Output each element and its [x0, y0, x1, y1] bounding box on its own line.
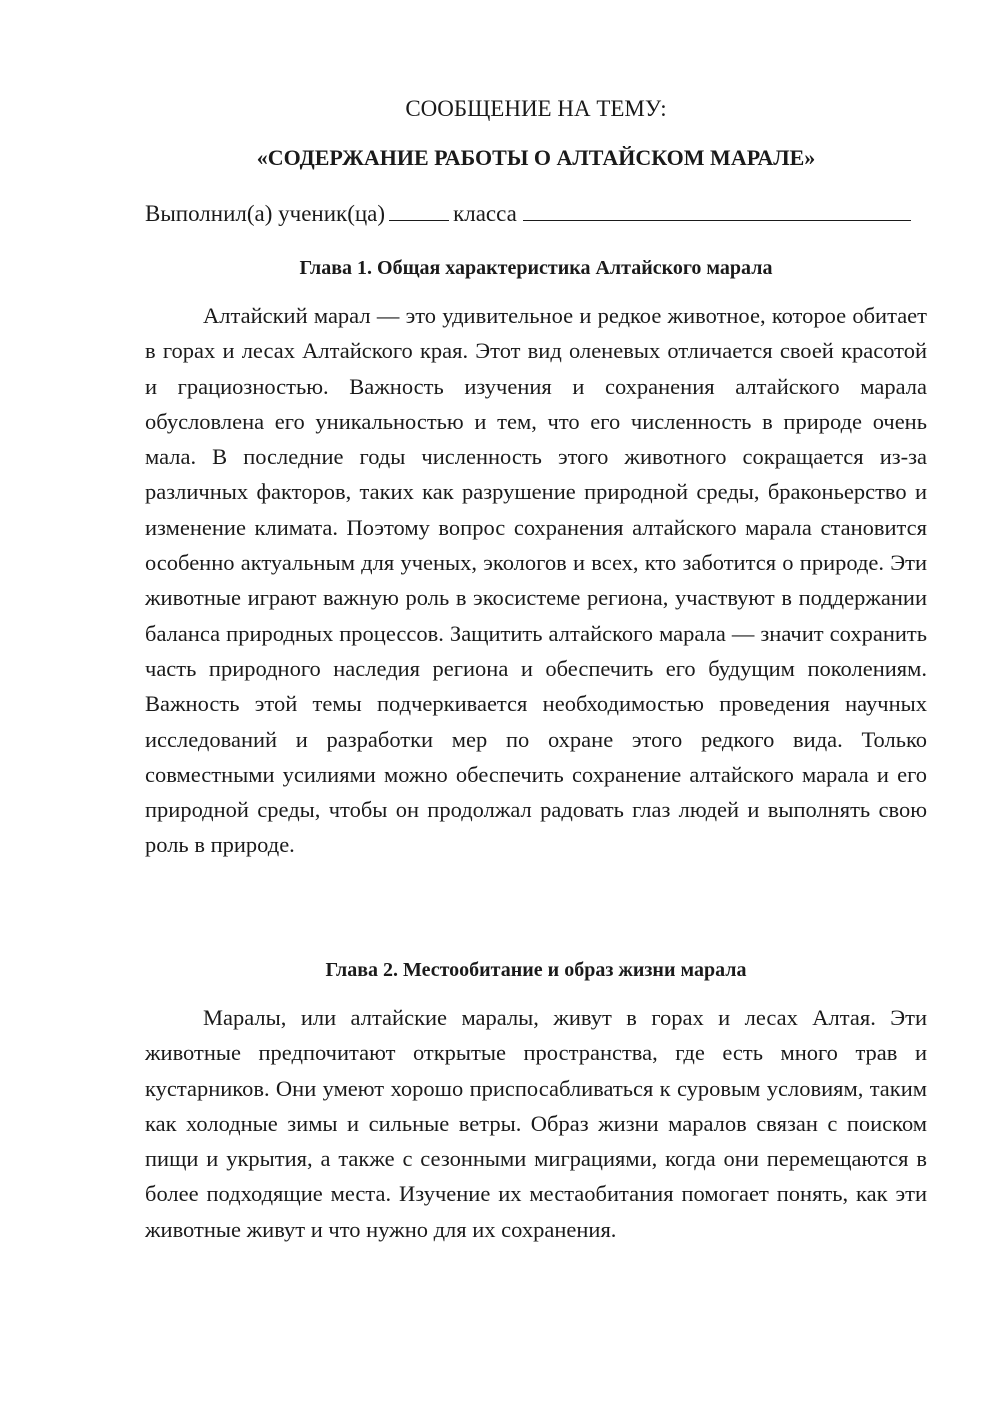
chapter-2-paragraph: Маралы, или алтайские маралы, живут в горах и лесах Алтая. Эти животные предпочитают открытые пространства, где есть много трав и кустарников. Они умеют хорошо приспосабливаться к суровым условиям, таким как холодные зимы и сильные ветры. Образ жизни маралов связан с поиском пищи и укрытия, а также с сезонными миграциями, когда они перемещаются в более подходящие места. Изучение их местаобитания помогает понять, как эти животные живут и что нужно для их сохранения. — [145, 1005, 927, 1242]
chapter-1-heading: Глава 1. Общая характеристика Алтайского марала — [299, 257, 773, 279]
class-number-blank — [389, 198, 449, 221]
author-name-blank — [523, 198, 911, 221]
author-prefix: Выполнил(а) ученик(ца) — [145, 201, 386, 226]
document-title-line-1: СООБЩЕНИЕ НА ТЕМУ: — [405, 96, 667, 121]
chapter-2-heading: Глава 2. Местообитание и образ жизни марала — [325, 959, 747, 981]
author-class-label: класса — [453, 201, 517, 226]
document-title-line-2: «СОДЕРЖАНИЕ РАБОТЫ О АЛТАЙСКОМ МАРАЛЕ» — [256, 145, 816, 170]
chapter-1-paragraph: Алтайский марал — это удивительное и редкое животное, которое обитает в горах и лесах Алтайского края. Этот вид оленевых отличается своей красотой и грациозностью. Важность изучения и сохранения алтайского марала обусловлена его уникальностью и тем, что его численность в природе очень мала. В последние годы численность этого животного сокращается из-за различных факторов, таких как разрушение природной среды, браконьерство и изменение климата. Поэтому вопрос сохранения алтайского марала становится особенно актуальным для ученых, экологов и всех, кто заботится о природе. Эти животные играют важную роль в экосистеме региона, участвуют в поддержании баланса природных процессов. Защитить алтайского марала — значит сохранить часть природного наследия региона и обеспечить его будущим поколениям. Важность этой темы подчеркивается необходимостью проведения научных исследований и разработки мер по охране этого редкого вида. Только совместными усилиями можно обеспечить сохранение алтайского марала и его природной среды, чтобы он продолжал радовать глаз людей и выполнять свою роль в природе. — [145, 303, 927, 858]
author-line — [145, 198, 927, 229]
